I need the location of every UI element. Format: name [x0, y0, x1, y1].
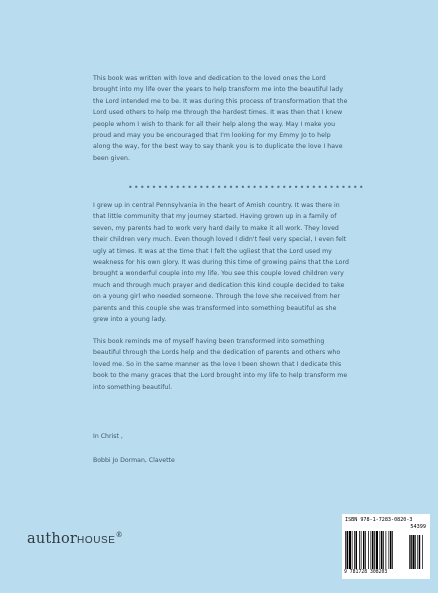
publisher-logo: authorHOUSE®	[27, 531, 123, 547]
reflection-paragraph: This book reminds me of myself having been transformed into something beautiful through the Lords help and the dedication of parents and others who loved me. So in the same manner as the love I been shown that I dedicate this book to the many graces that the Lord brought into my life to help transform me into something beautiful.	[93, 338, 348, 391]
story-paragraph: I grew up in central Pennsylvania in the heart of Amish country. It was there in that little community that my journey started. Having grown up in a family of seven, my parents had to work very hard daily to make it all work. They loved their children very much. Even though loved I didn't feel very special, I even felt ugly at times. It was at the time that I felt the ugliest that the Lord used my weakness for his own glory. It was during this time of growing pains that the Lord brought a wonderful couple into my life. You see this couple loved children very much and through much prayer and dedication this kind couple decided to take on a young girl who needed someone. Through the love she received from her parents and this couple she was transformed into something beautiful as she grew into a young lady.	[93, 202, 349, 324]
author-signature: Bobbi Jo Dorman, Clavette	[93, 457, 175, 464]
barcode-number: 9 781728 308203	[344, 570, 388, 575]
dotted-divider: ••••••••••••••••••••••••••••••••••••••••	[128, 183, 365, 192]
closing-line: In Christ ,	[93, 433, 123, 440]
isbn-text: ISBN 978-1-7283-0820-3	[345, 517, 413, 523]
dedication-paragraph: This book was written with love and dedication to the loved ones the Lord brought into my life over the years to help transform me into the beautiful lady the Lord intended me to be. It was during this process of transformation that the Lord used others to help me through the hardest times. It was then that I knew people whom I wish to thank for all their help along the way. May I make you proud and may you be encouraged that I'm looking for my Emmy Jo to help along the way, for the best way to say thank you is to duplicate the love I have been given.	[93, 75, 348, 162]
isbn-barcode	[342, 514, 430, 579]
price-code: 54399	[410, 524, 426, 530]
barcode-bars	[345, 531, 427, 569]
